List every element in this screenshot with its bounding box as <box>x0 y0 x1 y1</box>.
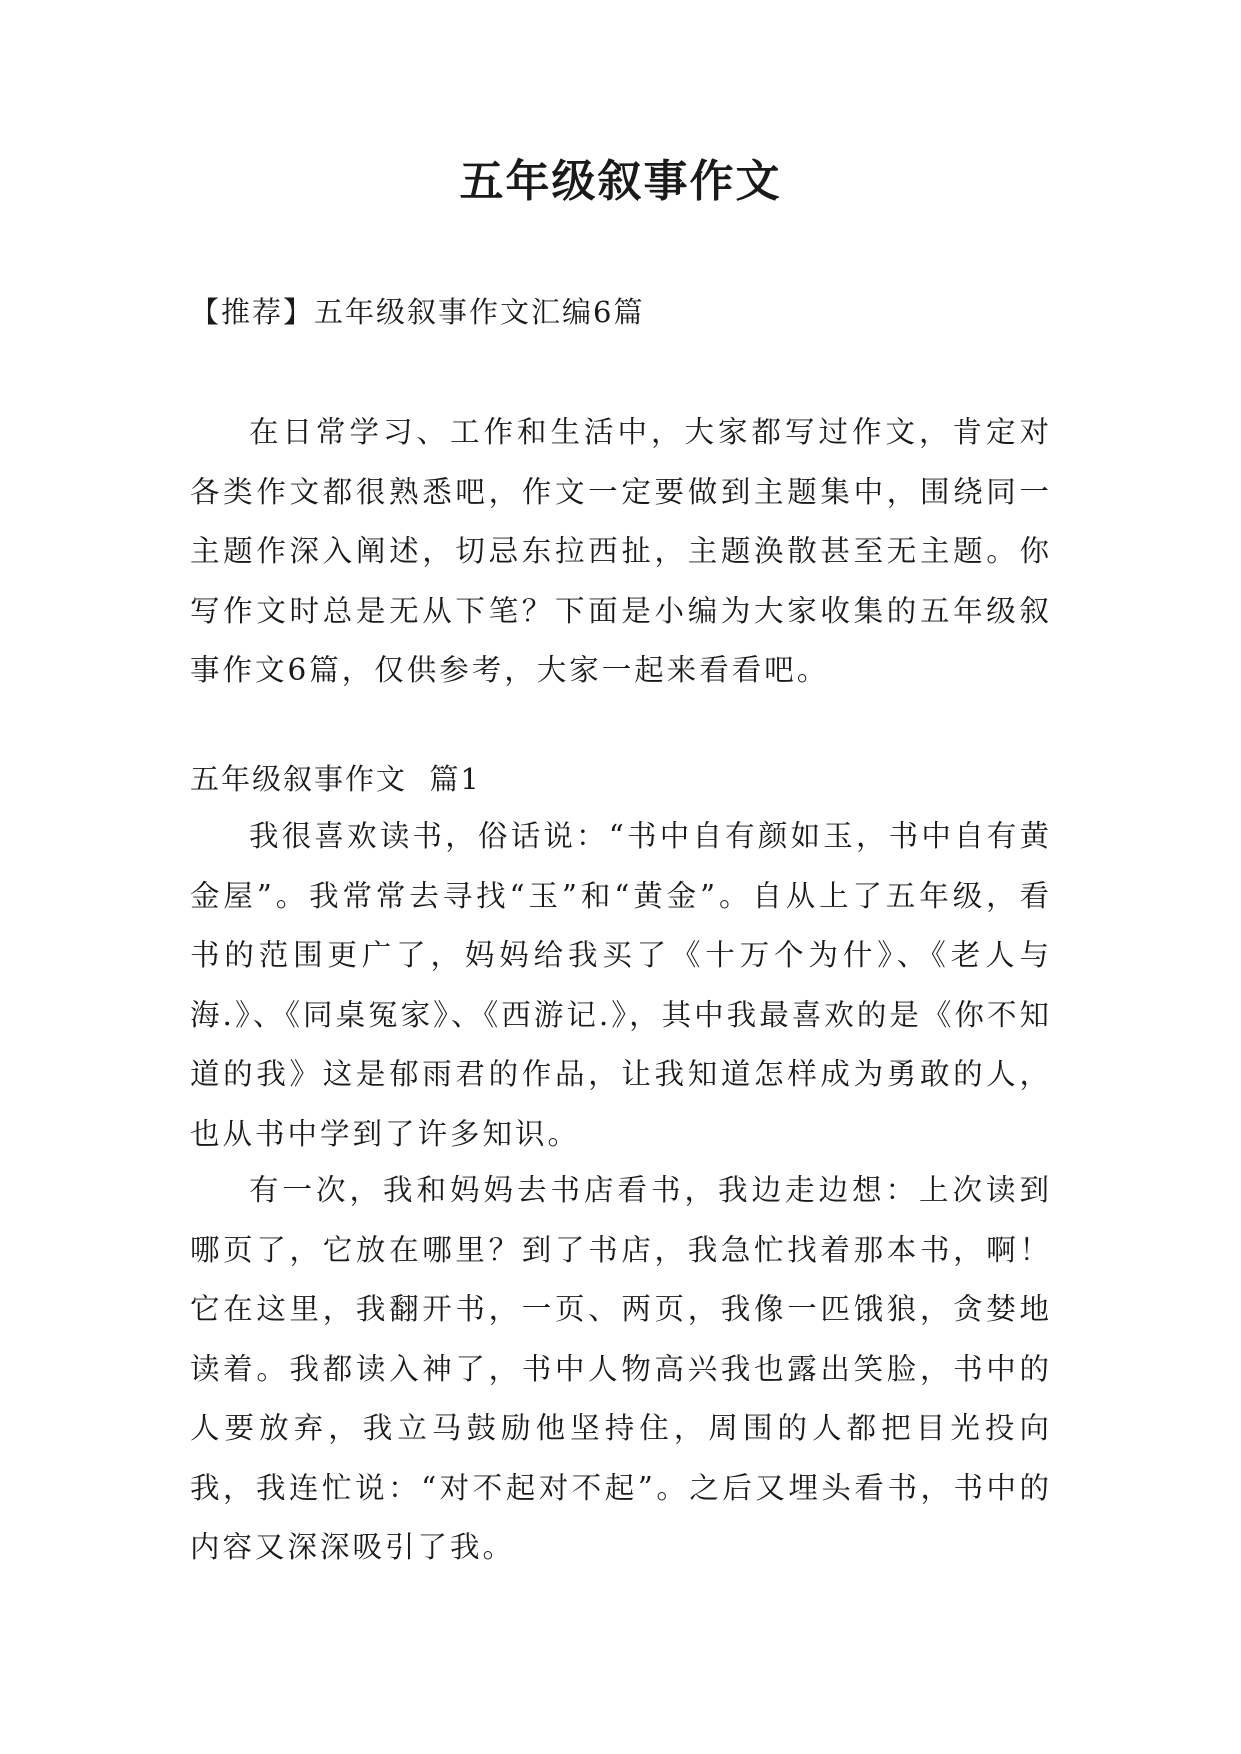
body-paragraph-1: 我很喜欢读书，俗话说：“书中自有颜如玉，书中自有黄金屋”。我常常去寻找“玉”和“黄金”。自从上了五年级，看书的范围更广了，妈妈给我买了《十万个为什》、《老人与海.》、《同桌冤家》、《西游记.》，其中我最喜欢的是《你不知道的我》这是郁雨君的作品，让我知道怎样成为勇敢的人，也从书中学到了许多知识。 <box>190 819 1052 1151</box>
document-subtitle: 【推荐】五年级叙事作文汇编6篇 <box>190 295 645 329</box>
document-title: 五年级叙事作文 <box>459 156 782 207</box>
body-paragraph-2: 有一次，我和妈妈去书店看书，我边走边想：上次读到哪页了，它放在哪里？到了书店，我急忙找着那本书，啊！它在这里，我翻开书，一页、两页，我像一匹饿狼，贪婪地读着。我都读入神了，书中人物高兴我也露出笑脸，书中的人要放弃，我立马鼓励他坚持住，周围的人都把目光投向我，我连忙说：“对不起对不起”。之后又埋头看书，书中的内容又深深吸引了我。 <box>190 1173 1052 1564</box>
section-heading: 五年级叙事作文 篇1 <box>190 762 481 796</box>
intro-paragraph: 在日常学习、工作和生活中，大家都写过作文，肯定对各类作文都很熟悉吧，作文一定要做到主题集中，围绕同一主题作深入阐述，切忌东拉西扯，主题涣散甚至无主题。你写作文时总是无从下笔？下面是小编为大家收集的五年级叙事作文6篇，仅供参考，大家一起来看看吧。 <box>190 415 1052 687</box>
